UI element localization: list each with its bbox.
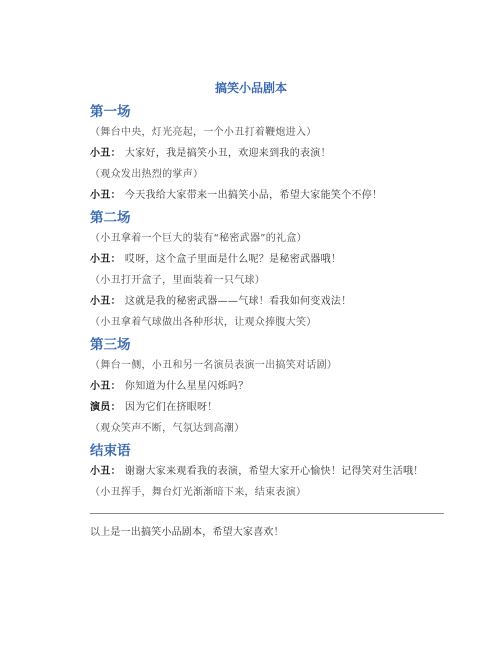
stage-direction: （小丑打开盒子，里面装着一只气球） bbox=[90, 275, 266, 286]
closing-note: 以上是一出搞笑小品剧本，希望大家喜欢！ bbox=[90, 527, 284, 538]
stage-direction: （小丑拿着气球做出各种形状，让观众捧腹大笑） bbox=[90, 317, 317, 328]
speaker-label: 小丑： bbox=[90, 381, 121, 392]
scene-2 bbox=[90, 209, 450, 333]
dialogue-text: 因为它们在挤眼呀！ bbox=[124, 402, 218, 413]
dialogue-line bbox=[90, 143, 450, 164]
dialogue-line bbox=[90, 291, 450, 312]
stage-direction: （观众笑声不断，气氛达到高潮） bbox=[90, 423, 245, 434]
scene-heading: 结束语 bbox=[90, 443, 131, 459]
dialogue-line bbox=[90, 376, 450, 397]
dialogue-text: 大家好，我是搞笑小丑，欢迎来到我的表演！ bbox=[124, 148, 331, 159]
speaker-label: 小丑： bbox=[90, 296, 121, 307]
speaker-label: 小丑： bbox=[90, 254, 121, 265]
speaker-label: 小丑： bbox=[90, 148, 121, 159]
scene-heading: 第一场 bbox=[90, 104, 131, 120]
speaker-label: 小丑： bbox=[90, 466, 121, 477]
scene-1 bbox=[90, 103, 450, 206]
stage-direction: （小丑挥手，舞台灯光渐渐暗下来，结束表演） bbox=[90, 487, 307, 498]
scene-heading: 第三场 bbox=[90, 337, 131, 353]
script-body bbox=[90, 100, 450, 543]
dialogue-text: 谢谢大家来观看我的表演，希望大家开心愉快！记得笑对生活哦！ bbox=[124, 466, 424, 477]
speaker-label: 演员： bbox=[90, 402, 121, 413]
dialogue-text: 哎呀，这个盒子里面是什么呢？是秘密武器哦！ bbox=[124, 254, 342, 265]
page-title: 搞笑小品剧本 bbox=[214, 81, 287, 95]
dialogue-line bbox=[90, 461, 450, 482]
dialogue-line bbox=[90, 249, 450, 270]
stage-direction: （舞台中央，灯光亮起，一个小丑打着鞭炮进入） bbox=[90, 127, 317, 138]
dialogue-text: 这就是我的秘密武器——气球！看我如何变戏法！ bbox=[124, 296, 352, 307]
stage-direction: （舞台一侧，小丑和另一名演员表演一出搞笑对话剧） bbox=[90, 360, 338, 371]
dialogue-line bbox=[90, 185, 450, 206]
dialogue-line bbox=[90, 397, 450, 418]
divider bbox=[90, 513, 444, 514]
stage-direction: （观众发出热烈的掌声） bbox=[90, 169, 204, 180]
speaker-label: 小丑： bbox=[90, 190, 121, 201]
dialogue-text: 今天我给大家带来一出搞笑小品，希望大家能笑个不停！ bbox=[124, 190, 383, 201]
scene-3 bbox=[90, 336, 450, 439]
scene-ending bbox=[90, 442, 450, 503]
stage-direction: （小丑拿着一个巨大的装有“秘密武器”的礼盒） bbox=[90, 233, 307, 244]
dialogue-text: 你知道为什么星星闪烁吗？ bbox=[124, 381, 249, 392]
scene-heading: 第二场 bbox=[90, 210, 131, 226]
